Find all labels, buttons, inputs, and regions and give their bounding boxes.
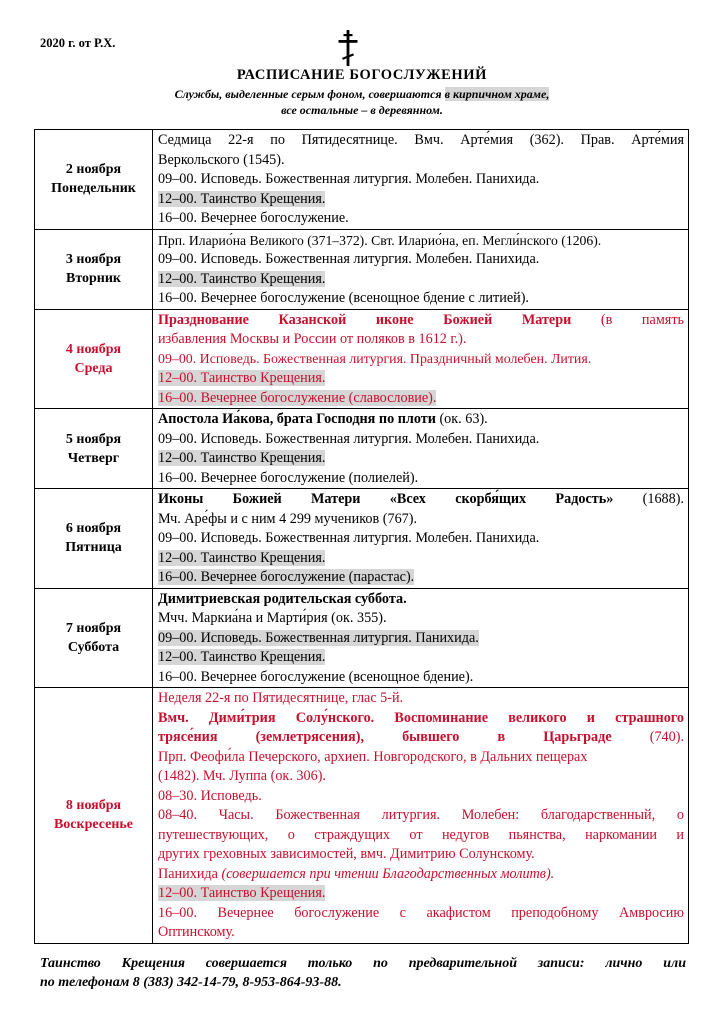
panikhida-note: (совершается при чтении Благодарственных молитв). [221, 865, 555, 882]
day-date: 4 ноября [65, 341, 122, 357]
service-line: Веркольского (1545). [158, 151, 285, 168]
service-line: 16–00. Вечернее богослужение с акафистом преподобному Амвросию [158, 904, 684, 921]
day-date: 5 ноября [65, 431, 122, 447]
services-cell [153, 130, 689, 230]
service-line: (1482). Мч. Луппа (ок. 306). [158, 768, 326, 784]
service-line: 12–00. Таинство Крещения. [158, 270, 326, 287]
service-line: 09–00. Исповедь. Божественная литургия. Праздничный молебен. Лития. [158, 351, 592, 367]
subtitle-line-2: все остальные – в деревянном. [281, 103, 443, 117]
feast-line [158, 311, 684, 331]
commemoration-title: Апостола Иа́кова, брата Господня по плоти [158, 411, 436, 427]
day-row [35, 309, 689, 409]
feast-line [158, 728, 684, 748]
day-weekday: Воскресенье [53, 817, 134, 833]
year-label: 2020 г. от Р.Х. [40, 36, 116, 50]
service-line: Мчч. Маркиа́на и Марти́рия (ок. 355). [158, 610, 387, 626]
day-cell [35, 130, 153, 230]
day-weekday: Суббота [67, 639, 120, 655]
day-row [35, 489, 689, 589]
feast-title: Вмч. Дими́трия Солу́нского. Воспоминание великого и страшного [158, 709, 684, 726]
service-line: 12–00. Таинство Крещения. [158, 190, 326, 207]
service-line: Оптинскому. [158, 924, 235, 940]
day-date: 7 ноября [65, 620, 122, 636]
footer-note [40, 954, 686, 992]
feast-title: Празднование Казанской иконе Божией Матери [158, 311, 572, 328]
day-cell [35, 489, 153, 589]
commemoration-note: (ок. 63). [435, 411, 488, 427]
service-line: 09–00. Исповедь. Божественная литургия. Молебен. Панихида. [158, 430, 540, 447]
service-line: 12–00. Таинство Крещения. [158, 549, 326, 566]
service-line: 16–00. Вечернее богослужение (славословие). [158, 389, 437, 406]
services-cell [153, 688, 689, 944]
service-line: других греховных зависимостей, вмч. Димитрию Солунскому. [158, 846, 535, 862]
subtitle-text: Службы, выделенные серым фоном, совершаются [174, 87, 445, 101]
service-line: Прп. Феофи́ла Печерского, архиеп. Новгородского, в Дальних пещерах [158, 748, 588, 765]
service-line: 09–00. Исповедь. Божественная литургия. Панихида. [158, 629, 479, 646]
service-line: 08–30. Исповедь. [158, 787, 262, 804]
service-line: избавления Москвы и России от поляков в 1612 г.). [158, 331, 467, 347]
commemoration-line [158, 410, 684, 430]
feast-note: (740). [611, 729, 685, 745]
commemoration-title: Димитриевская родительская суббота. [158, 590, 407, 607]
orthodox-cross-icon [338, 30, 358, 66]
service-line: 12–00. Таинство Крещения. [158, 450, 326, 466]
service-line: путешествующих, о страждущих от недугов пьянства, наркомании и [158, 826, 684, 843]
day-row [35, 229, 689, 309]
day-cell [35, 229, 153, 309]
day-row [35, 409, 689, 489]
day-weekday: Понедельник [51, 181, 136, 197]
service-line [158, 865, 684, 885]
service-line: Неделя 22-я по Пятидесятнице, глас 5-й. [158, 690, 404, 706]
feast-note: (в память [571, 311, 684, 328]
service-line: Прп. Иларио́на Великого (371–372). Свт. Иларио́на, еп. Мегли́нского (1206). [158, 232, 602, 248]
services-cell [153, 409, 689, 489]
services-cell [153, 588, 689, 688]
day-row [35, 588, 689, 688]
commemoration-note: (1688). [613, 491, 684, 507]
commemoration-title: Иконы Божией Матери «Всех скорбя́щих Радость» [158, 491, 614, 507]
service-line: Мч. Аре́фы и с ним 4 299 мучеников (767). [158, 510, 418, 527]
day-date: 3 ноября [65, 252, 122, 267]
services-cell [153, 489, 689, 589]
day-cell [35, 409, 153, 489]
service-line: 08–40. Часы. Божественная литургия. Молебен: благодарственный, о [158, 807, 684, 823]
service-line: 09–00. Исповедь. Божественная литургия. Молебен. Панихида. [158, 251, 540, 267]
day-weekday: Вторник [65, 271, 121, 286]
day-cell [35, 309, 153, 409]
services-cell [153, 309, 689, 409]
schedule-table [34, 129, 689, 944]
day-date: 6 ноября [65, 521, 122, 537]
service-line: 16–00. Вечернее богослужение (всенощное бдение). [158, 668, 474, 685]
commemoration-line [158, 490, 684, 510]
day-date: 8 ноября [65, 798, 122, 814]
day-weekday: Четверг [67, 450, 120, 466]
services-cell [153, 229, 689, 309]
service-line: 16–00. Вечернее богослужение (полиелей). [158, 469, 419, 486]
panikhida-label: Панихида [158, 865, 222, 882]
footer-line-2: по телефонам 8 (383) 342-14-79, 8-953-864-93-88. [40, 975, 342, 990]
day-row [35, 688, 689, 944]
service-line: 09–00. Исповедь. Божественная литургия. Молебен. Панихида. [158, 171, 540, 187]
subtitle-highlight: в кирпичном храме, [444, 87, 550, 101]
day-weekday: Пятница [65, 540, 122, 556]
service-line: 16–00. Вечернее богослужение. [158, 210, 349, 226]
page-title: РАСПИСАНИЕ БОГОСЛУЖЕНИЙ [236, 67, 488, 83]
service-line: 12–00. Таинство Крещения. [158, 649, 326, 665]
feast-title: трясе́ния (землетрясения), бывшего в Царьграде [158, 729, 612, 745]
service-line: 12–00. Таинство Крещения. [158, 370, 326, 386]
service-line: 09–00. Исповедь. Божественная литургия. Молебен. Панихида. [158, 530, 540, 546]
service-line: 12–00. Таинство Крещения. [158, 885, 326, 901]
subtitle-line-1 [0, 87, 724, 102]
day-weekday: Среда [74, 360, 113, 376]
day-row [35, 130, 689, 230]
service-line: 16–00. Вечернее богослужение (парастас). [158, 569, 415, 585]
service-line: Седмица 22-я по Пятидесятнице. Вмч. Арте́мия (362). Прав. Арте́мия [158, 132, 684, 148]
day-cell [35, 688, 153, 944]
service-line: 16–00. Вечернее богослужение (всенощное бдение с литией). [158, 290, 529, 306]
day-date: 2 ноября [65, 162, 122, 178]
day-cell [35, 588, 153, 688]
footer-line-1: Таинство Крещения совершается только по предварительной записи: лично или [40, 956, 686, 971]
